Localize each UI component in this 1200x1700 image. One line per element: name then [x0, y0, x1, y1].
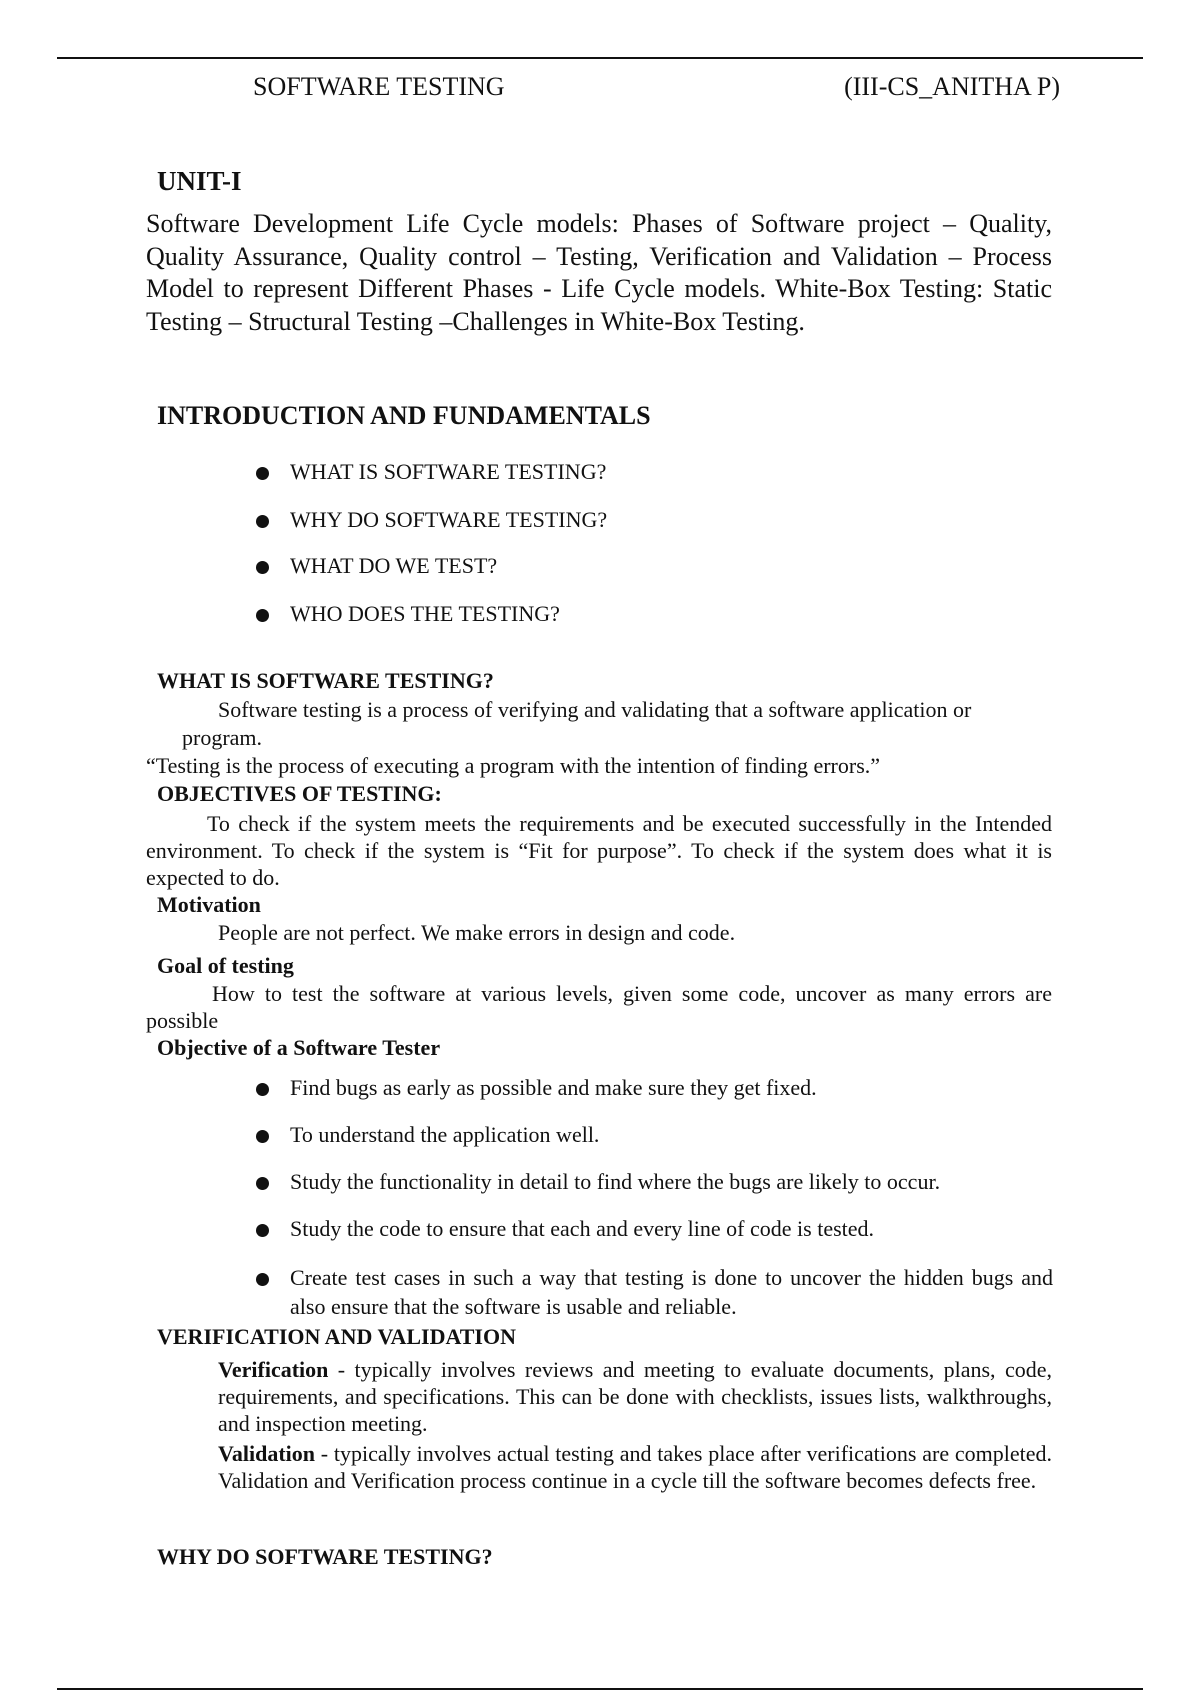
list-item: Find bugs as early as possible and make sure they get fixed.: [253, 1073, 1053, 1102]
goal-heading: Goal of testing: [157, 953, 294, 978]
motivation-heading: Motivation: [157, 892, 261, 917]
author-tag: (III-CS_ANITHA P): [844, 72, 1060, 101]
course-title: SOFTWARE TESTING: [253, 72, 505, 101]
bullet-icon: [256, 561, 269, 574]
what-is-heading: WHAT IS SOFTWARE TESTING?: [157, 668, 494, 693]
testing-definition-quote: “Testing is the process of executing a program with the intention of finding errors.”: [146, 753, 881, 778]
objectives-text: To check if the system meets the requirements and be executed successfully in the Intended environment. To check if the system is “Fit for purpose”. To check if the system does what it is expected to do.: [146, 811, 1052, 890]
what-is-line-1: Software testing is a process of verifying and validating that a software application or: [218, 697, 972, 722]
tester-heading: Objective of a Software Tester: [157, 1035, 441, 1060]
validation-paragraph: [218, 1440, 1052, 1494]
verification-term: Verification: [218, 1357, 329, 1382]
validation-term: Validation: [218, 1441, 316, 1466]
bullet-icon: [256, 467, 269, 480]
what-is-line-2: program.: [182, 725, 263, 750]
vv-heading: VERIFICATION AND VALIDATION: [157, 1324, 516, 1349]
bullet-icon: [256, 1224, 269, 1237]
bullet-icon: [256, 1273, 269, 1286]
validation-text: - typically involves actual testing and takes place after verifications are completed. Validation and Verification process continue in a cycle till the software becomes defects free.: [218, 1441, 1052, 1493]
tester-objective-list: [253, 1073, 1053, 1321]
bullet-icon: [256, 1130, 269, 1143]
bullet-icon: [256, 515, 269, 528]
bullet-icon: [256, 609, 269, 622]
list-item: Study the code to ensure that each and every line of code is tested.: [253, 1214, 1053, 1243]
objectives-heading: OBJECTIVES OF TESTING:: [157, 781, 442, 806]
motivation-text: People are not perfect. We make errors in design and code.: [218, 920, 736, 945]
verification-text: - typically involves reviews and meeting to evaluate documents, plans, code, requirements, and specifications. This can be done with checklists, issues lists, walkthroughs, and inspection meeting.: [218, 1357, 1052, 1436]
list-item: WHAT DO WE TEST?: [253, 552, 607, 580]
list-item: WHAT IS SOFTWARE TESTING?: [253, 458, 607, 486]
bullet-icon: [256, 1083, 269, 1096]
list-item: Create test cases in such a way that testing is done to uncover the hidden bugs and also ensure that the software is usable and reliable.: [253, 1263, 1053, 1321]
intro-heading: INTRODUCTION AND FUNDAMENTALS: [157, 401, 651, 430]
list-item: Study the functionality in detail to find where the bugs are likely to occur.: [253, 1167, 1053, 1196]
syllabus-text: Software Development Life Cycle models: Phases of Software project – Quality, Quality Assurance, Quality control – Testing, Verification and Validation – Process Model to represent Different Phases - Life Cycle models. White-Box Testing: Static Testing – Structural Testing –Challenges in White-Box Testing.: [146, 209, 1052, 336]
list-item: WHY DO SOFTWARE TESTING?: [253, 506, 607, 534]
verification-paragraph: [218, 1356, 1052, 1437]
intro-topic-list: [253, 458, 607, 628]
top-rule: [57, 57, 1143, 59]
bullet-icon: [256, 1177, 269, 1190]
unit-title: UNIT-I: [157, 166, 242, 196]
why-heading: WHY DO SOFTWARE TESTING?: [157, 1544, 493, 1569]
bottom-rule: [57, 1688, 1143, 1690]
goal-text: How to test the software at various levels, given some code, uncover as many errors are possible: [146, 981, 1052, 1033]
list-item: WHO DOES THE TESTING?: [253, 600, 607, 628]
list-item: To understand the application well.: [253, 1120, 1053, 1149]
